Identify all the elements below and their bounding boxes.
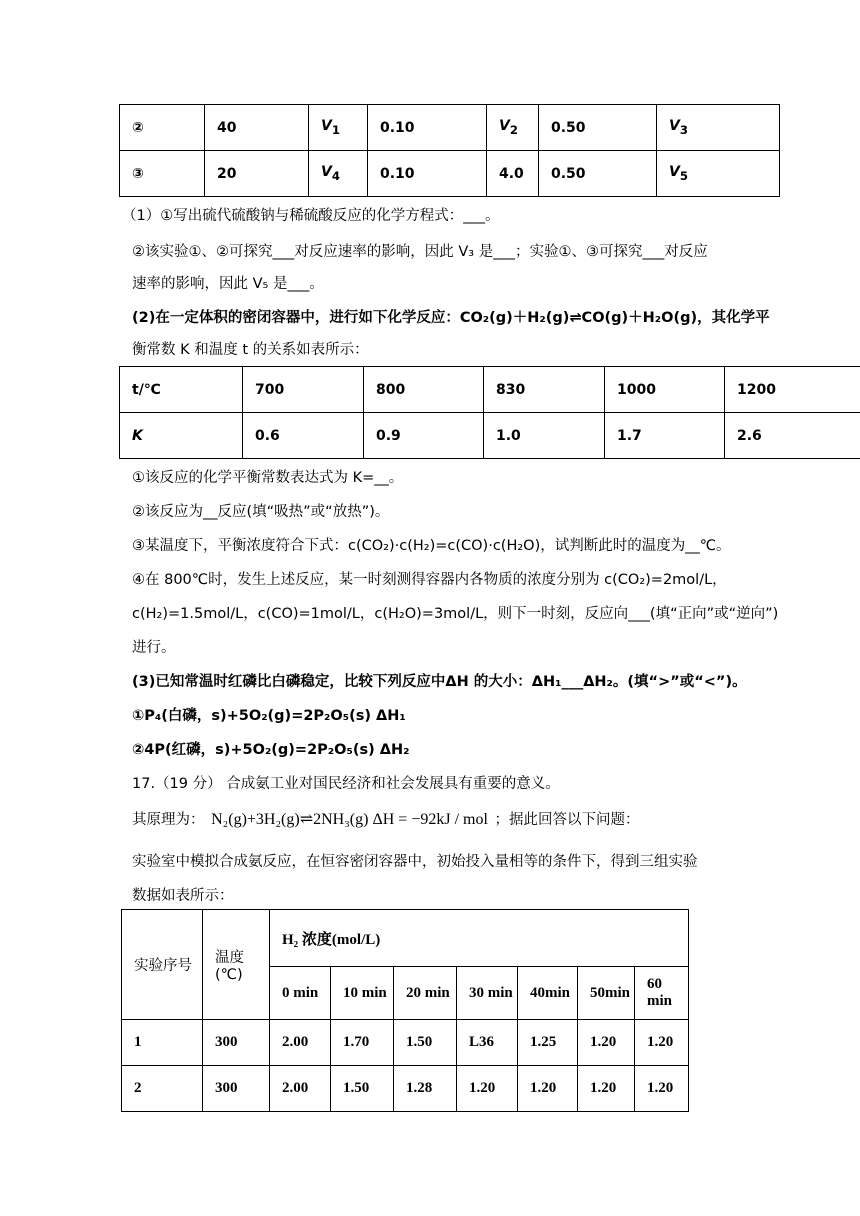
table-header-cell: 1000 [605,367,725,413]
q2-line-2: 衡常数 K 和温度 t 的关系如表所示： [132,342,369,358]
table-cell: 1.20 [635,1020,689,1066]
q2-sub-3: ③某温度下，平衡浓度符合下式：c(CO₂)·c(H₂)=c(CO)·c(H₂O)，试判断此时的温度为__℃。 [132,538,731,554]
table-header-cell: 温度(℃) [203,910,270,1020]
equilibrium-constant-table [119,366,860,459]
table-cell: 1.25 [518,1020,578,1066]
table-cell: 20 [205,151,309,197]
table-cell: 1.50 [331,1066,394,1112]
q17-title: 17.（19 分） 合成氨工业对国民经济和社会发展具有重要的意义。 [132,776,560,792]
table-cell: 1.7 [605,413,725,459]
q2-sub-2: ②该反应为__反应(填“吸热”或“放热”)。 [132,504,390,520]
q17-equation: N₂(g)+3H₂(g)⇌2NH₃(g) ΔH = −92kJ / mol [211,811,488,828]
table-cell: 0.10 [368,105,487,151]
table-cell: 0.9 [364,413,484,459]
q17-intro-2: 数据如表所示： [132,888,234,904]
q2-sub-4a: ④在 800℃时，发生上述反应，某一时刻测得容器内各物质的浓度分别为 c(CO₂)=2mol/L， [132,572,727,588]
table-header-cell: 60 min [635,967,689,1020]
q1-line-2: ②该实验①、②可探究___对反应速率的影响，因此 V₃ 是___；实验①、③可探究___对反应 [132,244,708,260]
table-cell: 2.00 [270,1020,331,1066]
table-cell: 1.50 [394,1020,457,1066]
table-cell: 300 [203,1020,270,1066]
table-cell: 1.0 [484,413,605,459]
table-cell: $V_3$ [657,105,780,151]
q3-line-1: (3)已知常温时红磷比白磷稳定，比较下列反应中ΔH 的大小：ΔH₁___ΔH₂。(填“>”或“<”)。 [132,674,747,690]
table-cell: 300 [203,1066,270,1112]
table-cell: 0.50 [539,105,657,151]
table-header-cell: 0 min [270,967,331,1020]
table-cell: $V_2$ [487,105,539,151]
table-header-cell: 800 [364,367,484,413]
table-cell: 1 [122,1020,203,1066]
table-header-cell: H₂ 浓度(mol/L) [270,910,689,967]
q17-principle [132,808,640,829]
q2-sub-1: ①该反应的化学平衡常数表达式为 K=__。 [132,470,404,486]
table-row [122,1020,689,1066]
table-cell: 1.70 [331,1020,394,1066]
table-cell: 0.10 [368,151,487,197]
table-cell: 1.20 [457,1066,518,1112]
table-cell: 1.20 [518,1066,578,1112]
table-cell: ③ [120,151,205,197]
ammonia-experiment-table [121,909,689,1112]
q1-line-1: （1）①写出硫代硫酸钠与稀硫酸反应的化学方程式：___。 [122,208,500,224]
table-cell: 2 [122,1066,203,1112]
q3-reaction-1: ①P₄(白磷，s)+5O₂(g)=2P₂O₅(s) ΔH₁ [132,708,406,724]
table-header-cell: 50min [578,967,635,1020]
table-header-cell: t/℃ [120,367,243,413]
q2-sub-4c: 进行。 [132,640,176,656]
table-cell: 0.50 [539,151,657,197]
table-header-cell: 10 min [331,967,394,1020]
table-header-cell: 1200 [725,367,860,413]
table-cell: $V_4$ [309,151,368,197]
table-header-cell: 700 [243,367,364,413]
table-cell: 40 [205,105,309,151]
table-cell: L36 [457,1020,518,1066]
q3-reaction-2: ②4P(红磷，s)+5O₂(g)=2P₂O₅(s) ΔH₂ [132,742,410,758]
table-header-cell: 20 min [394,967,457,1020]
table-cell: 1.28 [394,1066,457,1112]
table-header-cell: 实验序号 [122,910,203,1020]
table-cell: 1.20 [635,1066,689,1112]
table-header-cell: 30 min [457,967,518,1020]
experiment-table-1 [119,104,780,197]
table-cell: 4.0 [487,151,539,197]
q17-principle-prefix: 其原理为： [132,812,205,828]
q17-intro-1: 实验室中模拟合成氨反应，在恒容密闭容器中，初始投入量相等的条件下，得到三组实验 [132,854,698,870]
table-cell: K [120,413,243,459]
table-cell: $V_5$ [657,151,780,197]
q2-line-1: (2)在一定体积的密闭容器中，进行如下化学反应：CO₂(g)＋H₂(g)⇌CO(g)＋H₂O(g)，其化学平 [132,310,770,326]
table-cell: 1.20 [578,1066,635,1112]
table-header-cell: 830 [484,367,605,413]
table-header-cell: 40min [518,967,578,1020]
q2-sub-4b: c(H₂)=1.5mol/L，c(CO)=1mol/L，c(H₂O)=3mol/L，则下一时刻，反应向___(填“正向”或“逆向”) [132,606,779,622]
table-cell: 1.20 [578,1020,635,1066]
q17-principle-suffix: ；据此回答以下问题： [494,812,640,828]
table-cell: ② [120,105,205,151]
q1-line-3: 速率的影响，因此 V₅ 是___。 [132,276,324,292]
table-cell: $V_1$ [309,105,368,151]
table-cell: 0.6 [243,413,364,459]
table-row [122,1066,689,1112]
table-cell: 2.6 [725,413,860,459]
table-cell: 2.00 [270,1066,331,1112]
